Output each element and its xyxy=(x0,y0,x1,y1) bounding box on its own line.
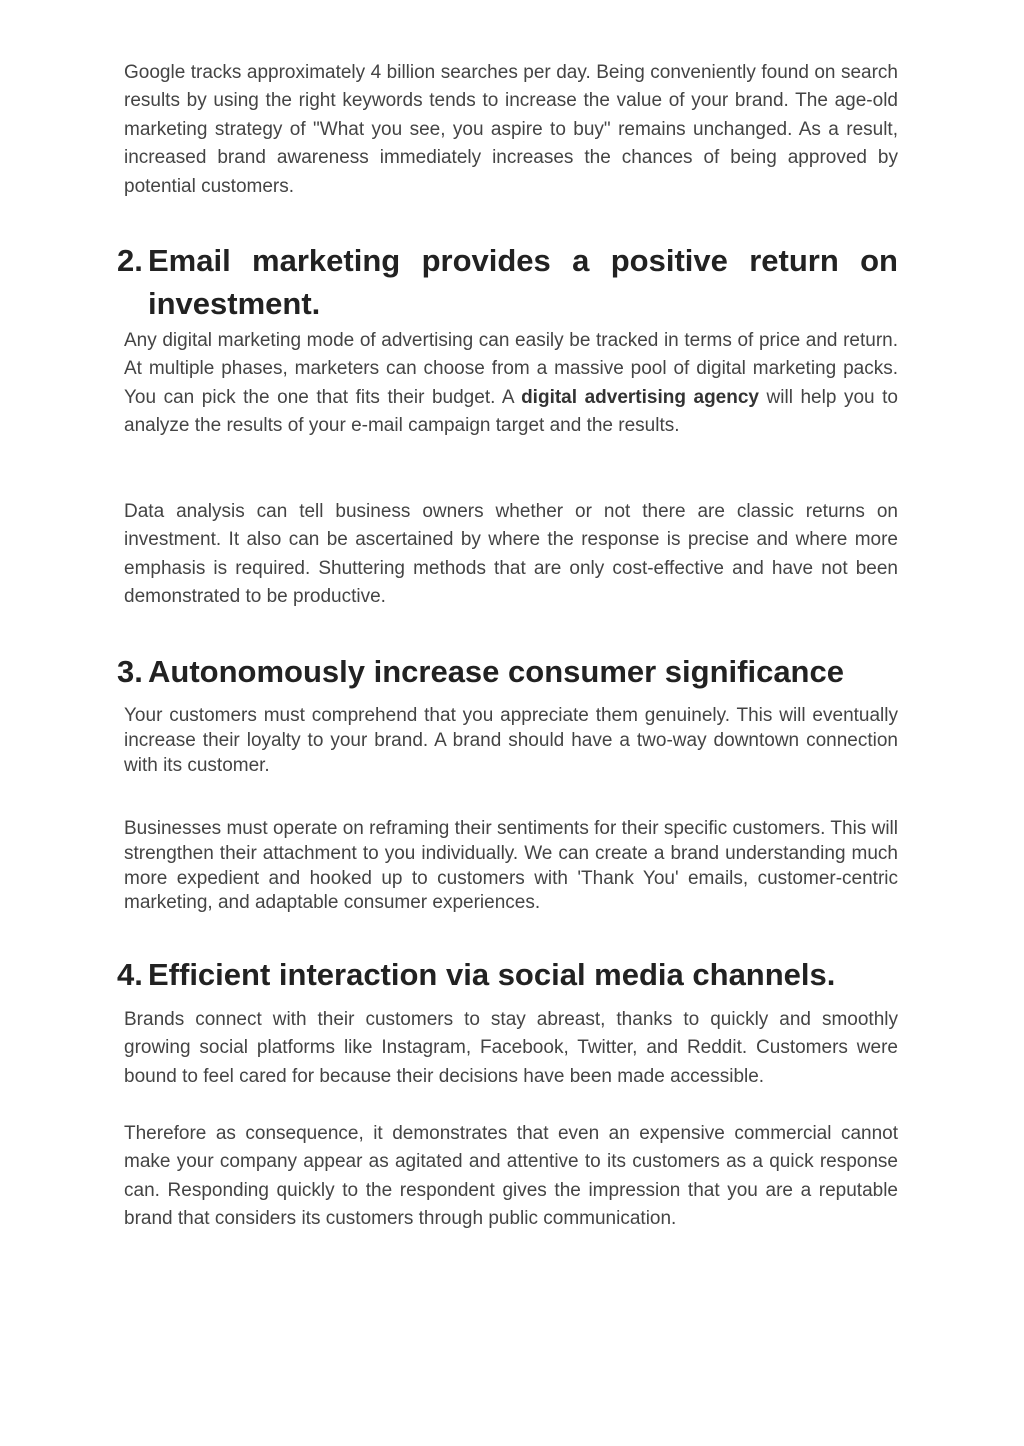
section-2-number: 2. xyxy=(117,243,143,278)
section-4-paragraph-1: Brands connect with their customers to stay abreast, thanks to quickly and smoothly growing social platforms like Instagram, Facebook, Twitter, and Reddit. Customers were bound to feel cared for because their decisions have been made accessible. xyxy=(124,1009,898,1087)
intro-paragraph: Google tracks approximately 4 billion searches per day. Being conveniently found on search results by using the right keywords tends to increase the value of your brand. The age-old marketing strategy of "What you see, you aspire to buy" remains unchanged. As a result, increased brand awareness immediately increases the chances of being approved by potential customers. xyxy=(124,62,898,197)
section-2-highlight: digital advertising agency xyxy=(521,386,759,408)
section-4-heading xyxy=(117,954,898,997)
section-3-number: 3. xyxy=(117,654,143,689)
section-3-title: Autonomously increase consumer significance xyxy=(148,654,844,689)
section-2-paragraph-2: Data analysis can tell business owners whether or not there are classic returns on investment. It also can be ascertained by where the response is precise and where more emphasis is required. Shuttering methods that are only cost-effective and have not been demonstrated to be productive. xyxy=(124,501,898,608)
section-2-heading xyxy=(117,240,898,325)
section-4-title: Efficient interaction via social media channels. xyxy=(148,957,836,992)
section-2-paragraph-1-end: will help you to analyze the results of your e-mail campaign target and the results. xyxy=(124,386,898,437)
section-4-number: 4. xyxy=(117,957,143,992)
section-3-heading xyxy=(117,651,898,694)
section-2-paragraph-1 xyxy=(124,327,898,441)
section-4-paragraph-2: Therefore as consequence, it demonstrates that even an expensive commercial cannot make your company appear as agitated and attentive to its customers as a quick response can. Responding quickly to the respondent gives the impression that you are a reputable brand that considers its customers through public communication. xyxy=(124,1123,898,1230)
section-2-paragraph-1-start: Any digital marketing mode of advertising can easily be tracked in terms of price and return. At multiple phases, marketers can choose from a massive pool of digital marketing packs. You can pick the one that fits their budget. A xyxy=(124,330,898,408)
section-2-title: Email marketing provides a positive return on investment. xyxy=(148,243,898,321)
section-3-paragraph-1: Your customers must comprehend that you appreciate them genuinely. This will eventually increase their loyalty to your brand. A brand should have a two-way downtown connection with its customer. xyxy=(124,705,898,776)
section-3-paragraph-2: Businesses must operate on reframing their sentiments for their specific customers. This will strengthen their attachment to you individually. We can create a brand understanding much more expedient and hooked up to customers with 'Thank You' emails, customer-centric marketing, and adaptable consumer experiences. xyxy=(124,818,898,914)
